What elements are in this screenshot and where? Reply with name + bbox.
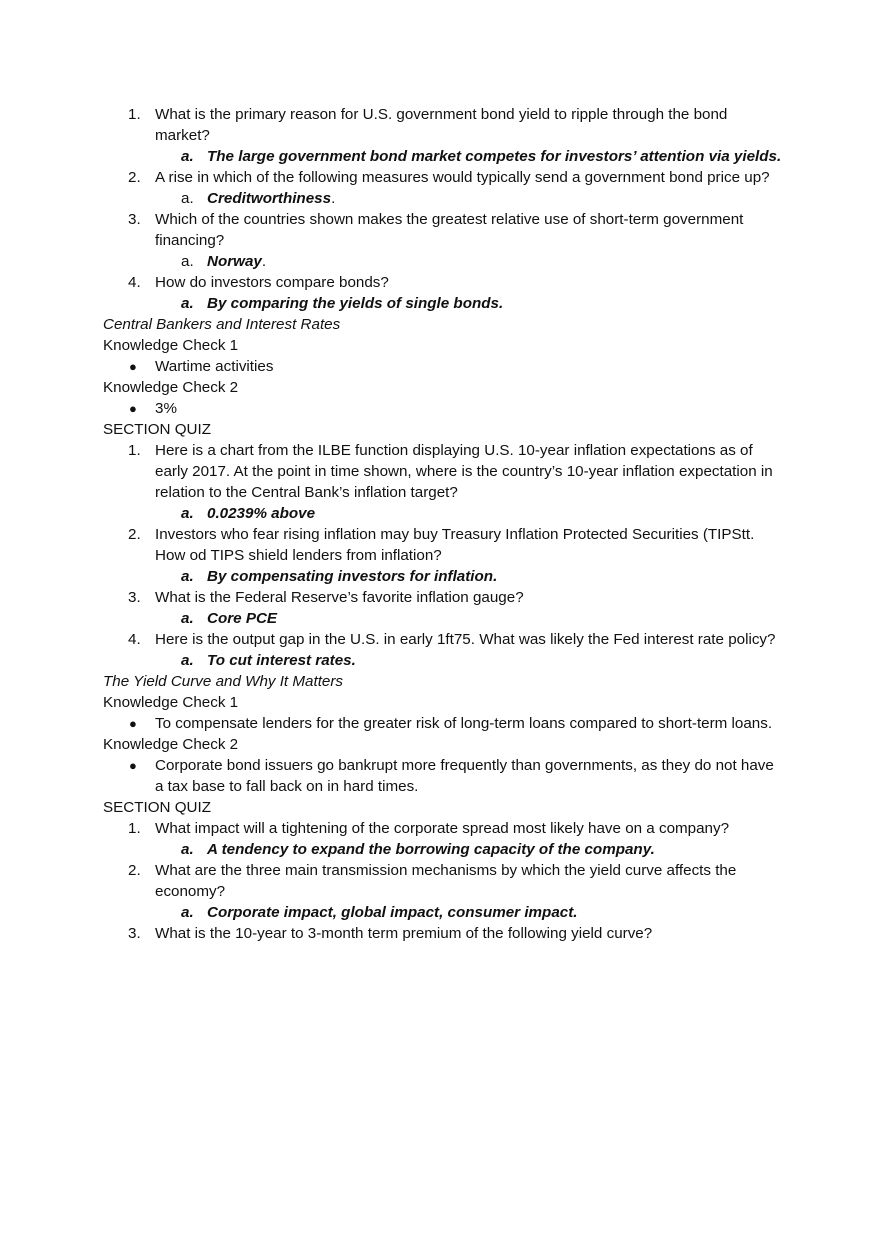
bullet-icon: ● bbox=[129, 359, 137, 374]
bullet-item bbox=[103, 755, 783, 797]
question-text: Investors who fear rising inflation may buy Treasury Inflation Protected Securities (TIPStt. How od TIPS shield lenders from inflation? bbox=[155, 526, 755, 564]
answer-text: A tendency to expand the borrowing capacity of the company. bbox=[207, 841, 655, 858]
knowledge-check-label: Knowledge Check 1 bbox=[103, 337, 239, 354]
quiz-answer bbox=[103, 146, 783, 167]
quiz-answer bbox=[103, 503, 783, 524]
question-number: 1. bbox=[128, 820, 141, 837]
quiz-question bbox=[103, 209, 783, 251]
bullet-text: Wartime activities bbox=[155, 358, 274, 375]
answer-text: The large government bond market competes for investors’ attention via yields. bbox=[207, 148, 782, 165]
section-quiz-label: SECTION QUIZ bbox=[103, 421, 212, 438]
bullet-item bbox=[103, 356, 783, 377]
answer-letter: a. bbox=[181, 295, 194, 312]
question-text: Here is the output gap in the U.S. in early 1ft75. What was likely the Fed interest rate policy? bbox=[155, 631, 776, 648]
answer-text: Corporate impact, global impact, consumer impact. bbox=[207, 904, 578, 921]
answer-letter: a. bbox=[181, 610, 194, 627]
answer-text: By comparing the yields of single bonds. bbox=[207, 295, 504, 312]
knowledge-check-label: Knowledge Check 2 bbox=[103, 736, 239, 753]
quiz-answer bbox=[103, 566, 783, 587]
answer-punctuation: . bbox=[261, 253, 267, 270]
question-number: 2. bbox=[128, 169, 141, 186]
answer-text: Creditworthiness bbox=[207, 190, 332, 207]
quiz-question bbox=[103, 167, 783, 188]
answer-text: Core PCE bbox=[207, 610, 278, 627]
document-body bbox=[103, 104, 783, 944]
answer-text: To cut interest rates. bbox=[207, 652, 356, 669]
bullet-item bbox=[103, 398, 783, 419]
section-title: The Yield Curve and Why It Matters bbox=[103, 673, 344, 690]
bullet-icon: ● bbox=[129, 716, 137, 731]
knowledge-check-label: Knowledge Check 2 bbox=[103, 379, 239, 396]
quiz-question bbox=[103, 587, 783, 608]
question-text: Here is a chart from the ILBE function displaying U.S. 10-year inflation expectations as of early 2017. At the point in time shown, where is the country’s 10-year inflation expectation in relation to the Central Bank’s inflation target? bbox=[155, 442, 773, 501]
answer-letter: a. bbox=[181, 505, 194, 522]
answer-punctuation: . bbox=[331, 190, 336, 207]
bullet-text: 3% bbox=[155, 400, 177, 417]
bullet-icon: ● bbox=[129, 401, 137, 416]
quiz-answer bbox=[103, 188, 783, 209]
bullet-text: To compensate lenders for the greater risk of long-term loans compared to short-term loans. bbox=[155, 715, 773, 732]
question-text: What is the primary reason for U.S. government bond yield to ripple through the bond market? bbox=[155, 106, 728, 144]
question-number: 1. bbox=[128, 442, 141, 459]
answer-text: 0.0239% above bbox=[207, 505, 316, 522]
question-text: What impact will a tightening of the corporate spread most likely have on a company? bbox=[155, 820, 730, 837]
quiz-question bbox=[103, 524, 783, 566]
answer-letter: a. bbox=[181, 568, 194, 585]
answer-text: By compensating investors for inflation. bbox=[207, 568, 498, 585]
question-text: A rise in which of the following measures would typically send a government bond price up? bbox=[155, 169, 770, 186]
bullet-text: Corporate bond issuers go bankrupt more frequently than governments, as they do not have a tax base to fall back on in hard times. bbox=[155, 757, 774, 795]
answer-letter: a. bbox=[181, 904, 194, 921]
quiz-answer bbox=[103, 902, 783, 923]
quiz-question bbox=[103, 440, 783, 503]
question-text: What are the three main transmission mechanisms by which the yield curve affects the economy? bbox=[155, 862, 737, 900]
question-text: What is the 10-year to 3-month term premium of the following yield curve? bbox=[155, 925, 653, 942]
answer-text: Norway bbox=[207, 253, 262, 270]
question-text: How do investors compare bonds? bbox=[155, 274, 389, 291]
question-number: 1. bbox=[128, 106, 141, 123]
bullet-item bbox=[103, 713, 783, 734]
quiz-answer bbox=[103, 608, 783, 629]
question-number: 2. bbox=[128, 862, 141, 879]
quiz-question bbox=[103, 272, 783, 293]
answer-letter: a. bbox=[181, 190, 194, 207]
answer-letter: a. bbox=[181, 148, 194, 165]
quiz-answer bbox=[103, 251, 783, 272]
bullet-icon: ● bbox=[129, 758, 137, 773]
answer-letter: a. bbox=[181, 652, 194, 669]
quiz-question bbox=[103, 818, 783, 839]
answer-letter: a. bbox=[181, 841, 194, 858]
quiz-question bbox=[103, 104, 783, 146]
quiz-question bbox=[103, 629, 783, 650]
quiz-question bbox=[103, 860, 783, 902]
question-number: 4. bbox=[128, 274, 141, 291]
question-number: 3. bbox=[128, 925, 141, 942]
quiz-answer bbox=[103, 293, 783, 314]
answer-letter: a. bbox=[181, 253, 194, 270]
question-number: 2. bbox=[128, 526, 141, 543]
quiz-answer bbox=[103, 839, 783, 860]
section-quiz-label: SECTION QUIZ bbox=[103, 799, 212, 816]
quiz-answer bbox=[103, 650, 783, 671]
question-text: Which of the countries shown makes the greatest relative use of short-term government financing? bbox=[155, 211, 744, 249]
question-number: 3. bbox=[128, 211, 141, 228]
knowledge-check-label: Knowledge Check 1 bbox=[103, 694, 239, 711]
section-title: Central Bankers and Interest Rates bbox=[103, 316, 341, 333]
question-number: 4. bbox=[128, 631, 141, 648]
quiz-question bbox=[103, 923, 783, 944]
question-number: 3. bbox=[128, 589, 141, 606]
question-text: What is the Federal Reserve’s favorite inflation gauge? bbox=[155, 589, 524, 606]
